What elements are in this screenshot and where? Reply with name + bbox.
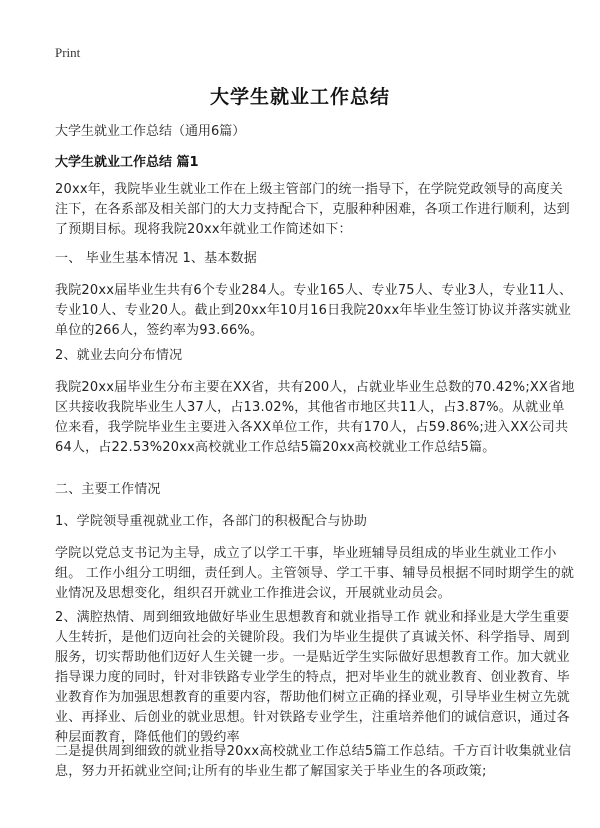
document-title: 大学生就业工作总结	[209, 86, 390, 108]
document-subtitle: 大学生就业工作总结（通用6篇）	[55, 124, 246, 139]
paragraph-guidance: 2、满腔热情、周到细致地做好毕业生思想教育和就业指导工作 就业和择业是大学生重要人生转折，是他们迈向社会的关键阶段。我们为毕业生提供了真诚关怀、科学指导、周到服务，切实帮助他们迈好人生关键一步。一是贴近学生实际做好思想教育工作。加大就业指导课力度的同时，针对非铁路专业学生的特点，把对毕业生的就业教育、创业教育、毕业教育作为加强思想教育的重要内容，帮助他们树立正确的择业观，引导毕业生树立先就业、再择业、后创业的就业思想。针对铁路专业学生，注重培养他们的诚信意识，通过各种层面教育，降低他们的毁约率	[55, 610, 570, 745]
heading-basic-situation: 一、 毕业生基本情况 1、基本数据	[55, 251, 257, 266]
print-link[interactable]: Print	[55, 45, 81, 60]
paragraph-distribution: 我院20xx届毕业生分布主要在XX省，共有200人，占就业毕业生总数的70.42%;XX省地区共接收我院毕业生人37人，占13.02%，其他省市地区共11人，占3.87%。从就业单位来看，我学院毕业生主要进入各XX单位工作，共有170人，占59.86%;进入XX公司共64人，占22.53%20xx高校就业工作总结5篇20xx高校就业工作总结5篇。	[55, 380, 575, 455]
paragraph-intro: 20xx年，我院毕业生就业工作在上级主管部门的统一指导下，在学院党政领导的高度关注下，在各系部及相关部门的大力支持配合下，克服种种困难，各项工作进行顺利，达到了预期目标。现将我院20xx年就业工作简述如下：	[55, 182, 570, 237]
paragraph-job-guidance: 二是提供周到细致的就业指导20xx高校就业工作总结5篇工作总结。千方百计收集就业信息，努力开拓就业空间;让所有的毕业生都了解国家关于毕业生的各项政策;	[55, 744, 572, 779]
paragraph-basic-data: 我院20xx届毕业生共有6个专业284人。专业165人、专业75人、专业3人，专业11人、专业10人、专业20人。截止到20xx年10月16日我院20xx年毕业生签订协议并落实就业单位的266人，签约率为93.66%。	[55, 283, 573, 338]
heading-leadership: 1、学院领导重视就业工作，各部门的积极配合与协助	[55, 514, 368, 529]
heading-distribution: 2、就业去向分布情况	[55, 348, 183, 363]
section-heading: 大学生就业工作总结 篇1	[55, 155, 199, 170]
paragraph-leadership: 学院以党总支书记为主导，成立了以学工干事，毕业班辅导员组成的毕业生就业工作小组。 工作小组分工明细，责任到人。主管领导、学工干事、辅导员根据不同时期学生的就业情况及思想变化，组织召开就业工作推进会议，开展就业动员会。	[55, 546, 575, 601]
heading-main-work: 二、主要工作情况	[55, 482, 161, 497]
